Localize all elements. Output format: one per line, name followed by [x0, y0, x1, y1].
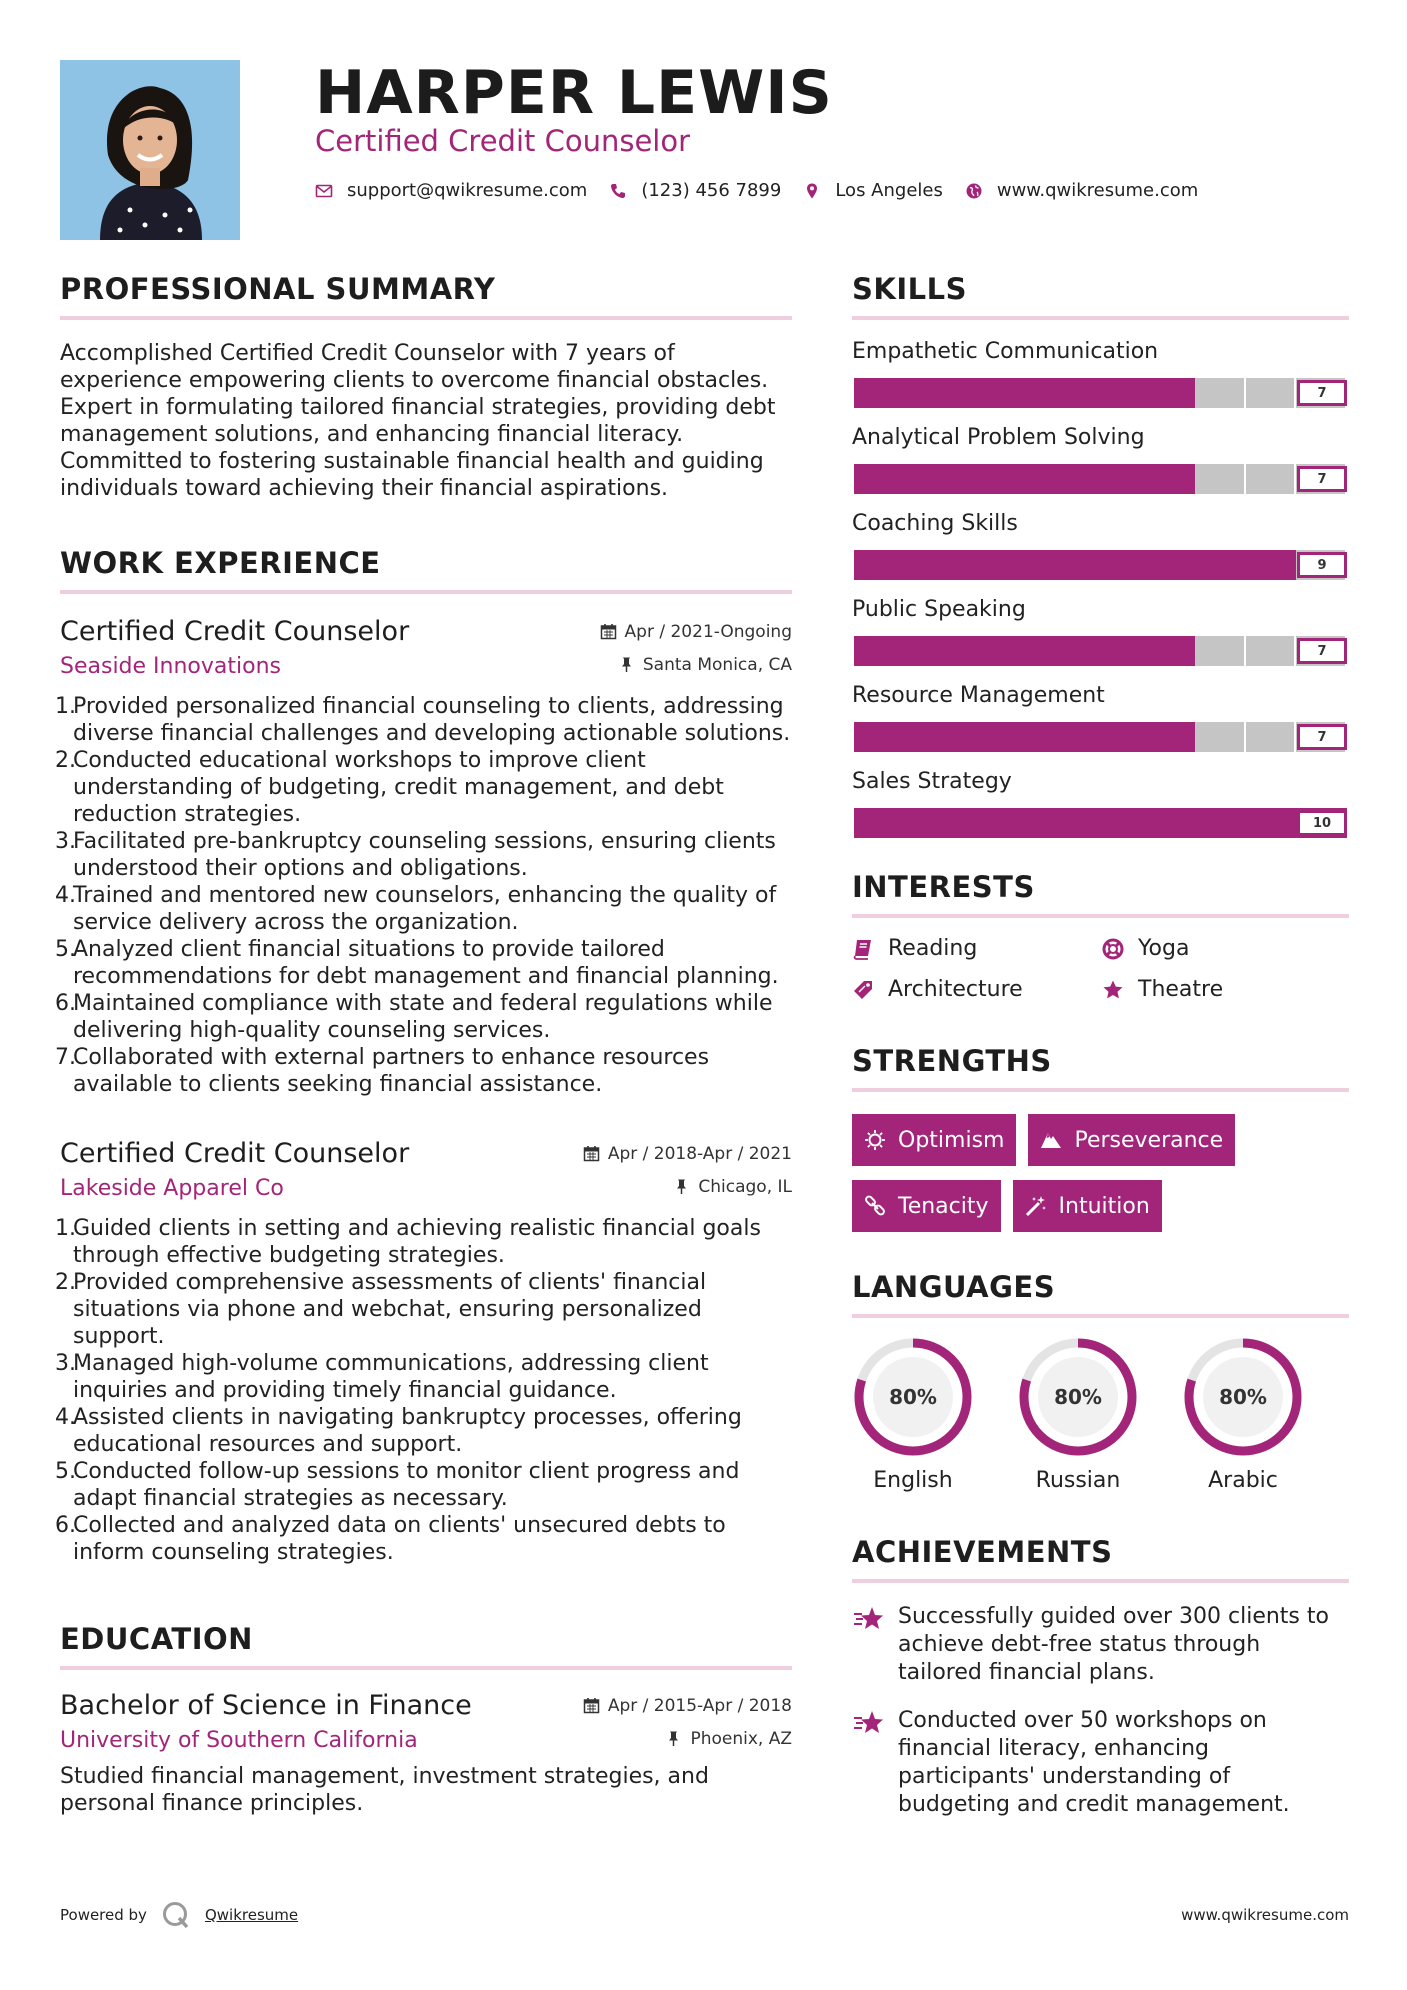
lifebuoy-icon [1102, 938, 1124, 960]
skill-bar-segment [1150, 808, 1199, 838]
achievements-list [852, 1603, 1349, 1819]
achievement-item [852, 1603, 1349, 1687]
job-dates-text: Apr / 2018-Apr / 2021 [607, 1143, 792, 1164]
interest-item [852, 977, 1102, 1002]
skill-level-badge: 7 [1297, 724, 1347, 750]
pushpin-icon [665, 1730, 682, 1747]
skill-level-bar [852, 720, 1349, 750]
skill-name: Sales Strategy [852, 769, 1012, 794]
skill-item [852, 336, 1349, 406]
footer-powered-by [60, 1900, 298, 1930]
company-name: Lakeside Apparel Co [60, 1176, 284, 1201]
list-item: 1. Provided personalized financial counseling to clients, addressing diverse financial challenges and developing actionable solutions. [55, 694, 791, 746]
education-dates [583, 1696, 792, 1716]
language-percent: 80% [1054, 1385, 1102, 1409]
skill-bar-segment [1146, 722, 1195, 752]
skill-bar-segment [952, 550, 1001, 580]
qwikresume-link[interactable]: Qwikresume [204, 1906, 299, 1924]
strength-chip [852, 1114, 1016, 1166]
summary-heading: PROFESSIONAL SUMMARY [60, 272, 792, 320]
skill-bar-segment [903, 464, 952, 494]
language-ring [852, 1336, 974, 1458]
star-badge-icon [852, 1709, 886, 1737]
skills-heading: SKILLS [852, 272, 1349, 320]
skill-bar-segment [854, 722, 903, 752]
skill-bar-segment [951, 378, 1000, 408]
skill-bar-segment [951, 722, 1000, 752]
strength-chip [1028, 1114, 1235, 1166]
skill-bar-segment [854, 464, 903, 494]
list-item: 3. Managed high-volume communications, addressing client inquiries and providing timely financial guidance. [55, 1351, 709, 1403]
skill-bar-segment [951, 464, 1000, 494]
skill-level-bar [852, 806, 1349, 836]
skill-bar-segment [953, 808, 1002, 838]
calendar-icon [600, 623, 617, 640]
skill-name: Empathetic Communication [852, 339, 1159, 364]
skill-bar-segment [903, 550, 952, 580]
skill-bar-segment [1146, 378, 1195, 408]
job-location [618, 655, 792, 675]
list-item: 4. Assisted clients in navigating bankruptcy processes, offering educational resources and support. [55, 1405, 742, 1457]
skill-bar-segment [1002, 808, 1051, 838]
list-item: 3. Facilitated pre-bankruptcy counseling sessions, ensuring clients understood their options and obligations. [55, 829, 776, 881]
achievement-text: Successfully guided over 300 clients to achieve debt-free status through tailored financial plans. [898, 1604, 1329, 1685]
strengths-heading: STRENGTHS [852, 1044, 1349, 1092]
skill-bar-segment [854, 378, 903, 408]
skill-bar-segment [1049, 722, 1098, 752]
list-item: 2. Conducted educational workshops to improve client understanding of budgeting, credit management, and debt reduction strategies. [55, 748, 724, 827]
mountain-icon [1040, 1129, 1062, 1151]
envelope-icon [315, 182, 333, 200]
list-item: 5. Analyzed client financial situations to provide tailored recommendations for debt management and financial planning. [55, 937, 779, 989]
job-dates [583, 1144, 792, 1164]
skill-bar-segment [1049, 464, 1098, 494]
magic-wand-icon [1025, 1195, 1047, 1217]
job-location [673, 1177, 792, 1197]
strength-label: Optimism [898, 1127, 1005, 1153]
language-name: Arabic [1208, 1468, 1278, 1493]
summary-text: Accomplished Certified Credit Counselor with 7 years of experience empowering clients to overcome financial obstacles. Expert in formulating tailored financial strategies, providing debt management solutions, and enhancing financial literacy. Committed to fostering sustainable financial health and guiding individuals toward achieving their financial aspirations. [60, 341, 776, 501]
skill-name: Public Speaking [852, 597, 1026, 622]
list-item: 5. Conducted follow-up sessions to monitor client progress and adapt financial strategies as necessary. [55, 1459, 740, 1511]
pushpin-icon [673, 1178, 690, 1195]
calendar-icon [583, 1697, 600, 1714]
qwikresume-logo-icon [161, 1900, 191, 1930]
skill-item [852, 766, 1349, 836]
skill-bar-segment [1199, 808, 1248, 838]
education-location [665, 1729, 792, 1749]
star-icon [1102, 979, 1124, 1001]
achievements-heading: ACHIEVEMENTS [852, 1535, 1349, 1583]
skill-level-badge: 9 [1297, 552, 1347, 578]
skill-bar-segment [1049, 378, 1098, 408]
list-item: 7. Collaborated with external partners to enhance resources available to clients seeking financial assistance. [55, 1045, 710, 1097]
contact-bar [315, 180, 1220, 201]
skill-bar-segment [1149, 550, 1198, 580]
skill-bar-segment [1247, 550, 1296, 580]
skill-bar-segment [1000, 378, 1049, 408]
languages-list [852, 1336, 1349, 1493]
skill-bar-segment [1050, 550, 1099, 580]
language-ring [1182, 1336, 1304, 1458]
candidate-name: HARPER LEWIS [315, 58, 833, 128]
contact-website[interactable]: www.qwikresume.com [996, 180, 1199, 201]
skill-bar-segment [903, 636, 952, 666]
skill-bar-segment [1198, 550, 1247, 580]
interest-item [1102, 936, 1322, 961]
list-item: 6. Maintained compliance with state and federal regulations while delivering high-quality counseling services. [55, 991, 773, 1043]
job-title: Certified Credit Counselor [60, 1138, 410, 1169]
language-item [1017, 1336, 1182, 1493]
achievement-text: Conducted over 50 workshops on financial literacy, enhancing participants' understanding of budgeting and credit management. [898, 1708, 1290, 1817]
link-icon [864, 1195, 886, 1217]
skill-bar-segment [1195, 378, 1244, 408]
language-item [1182, 1336, 1347, 1493]
job-bullets [55, 1215, 792, 1566]
job-dates-text: Apr / 2021-Ongoing [624, 621, 792, 642]
degree-title: Bachelor of Science in Finance [60, 1690, 472, 1721]
profile-photo [60, 60, 240, 240]
star-badge-icon [852, 1605, 886, 1633]
contact-phone[interactable]: (123) 456 7899 [641, 180, 782, 201]
sun-icon [864, 1129, 886, 1151]
languages-heading: LANGUAGES [852, 1270, 1349, 1318]
candidate-title: Certified Credit Counselor [315, 124, 691, 158]
skills-list [852, 336, 1349, 836]
language-name: English [873, 1468, 953, 1493]
skill-bar-segment [903, 378, 952, 408]
skill-item [852, 594, 1349, 664]
skill-bar-segment [1146, 464, 1195, 494]
skill-bar-segment [903, 808, 952, 838]
skill-bar-segment [1195, 636, 1244, 666]
achievement-item [852, 1707, 1349, 1819]
strength-label: Intuition [1058, 1193, 1150, 1219]
education-dates-text: Apr / 2015-Apr / 2018 [607, 1695, 792, 1716]
skill-level-badge: 7 [1297, 638, 1347, 664]
list-item: 1. Guided clients in setting and achieving realistic financial goals through effective budgeting strategies. [55, 1216, 761, 1268]
education-heading: EDUCATION [60, 1622, 792, 1670]
language-name: Russian [1035, 1468, 1121, 1493]
skill-bar-segment [1001, 550, 1050, 580]
skill-item [852, 508, 1349, 578]
language-percent: 80% [1219, 1385, 1267, 1409]
tag-icon [852, 979, 874, 1001]
book-icon [852, 938, 874, 960]
job-location-text: Chicago, IL [698, 1176, 792, 1197]
phone-icon [609, 182, 627, 200]
language-percent: 80% [889, 1385, 937, 1409]
map-pin-icon [803, 182, 821, 200]
interest-label: Reading [888, 936, 978, 961]
strength-label: Tenacity [898, 1193, 989, 1219]
skill-bar-segment [1000, 464, 1049, 494]
interest-label: Architecture [888, 977, 1023, 1002]
skill-level-bar [852, 548, 1349, 578]
skill-bar-segment [854, 550, 903, 580]
list-item: 6. Collected and analyzed data on clients' unsecured debts to inform counseling strategies. [55, 1513, 726, 1565]
powered-by-label: Powered by [60, 1906, 147, 1924]
interest-item [852, 936, 1102, 961]
education-entry [60, 1690, 792, 1817]
skill-bar-segment [854, 808, 903, 838]
skill-bar-segment [1195, 464, 1244, 494]
experience-heading: WORK EXPERIENCE [60, 546, 792, 594]
skill-bar-segment [1000, 722, 1049, 752]
job-bullets [55, 693, 792, 1098]
contact-email[interactable]: support@qwikresume.com [347, 180, 588, 201]
skill-level-bar [852, 462, 1349, 492]
interests-list [852, 936, 1349, 1002]
skill-item [852, 422, 1349, 492]
skill-bar-segment [1098, 464, 1147, 494]
skill-bar-segment [1246, 722, 1295, 752]
job-dates [600, 622, 792, 642]
job-title: Certified Credit Counselor [60, 616, 410, 647]
strength-label: Perseverance [1074, 1127, 1224, 1153]
skill-bar-segment [1248, 808, 1297, 838]
list-item: 2. Provided comprehensive assessments of clients' financial situations via phone and webchat, ensuring personalized support. [55, 1270, 707, 1349]
contact-location: Los Angeles [835, 180, 943, 201]
skill-level-bar [852, 376, 1349, 406]
interest-label: Yoga [1138, 936, 1190, 961]
skill-item [852, 680, 1349, 750]
skill-bar-segment [1099, 550, 1148, 580]
skill-bar-segment [1100, 808, 1149, 838]
footer-website[interactable]: www.qwikresume.com [1181, 1906, 1349, 1924]
right-column [852, 272, 1349, 1819]
language-ring [1017, 1336, 1139, 1458]
job-location-text: Santa Monica, CA [642, 654, 792, 675]
skill-bar-segment [1098, 378, 1147, 408]
skill-level-badge: 7 [1297, 466, 1347, 492]
job-entry [55, 616, 792, 1098]
education-location-text: Phoenix, AZ [690, 1728, 792, 1749]
skill-bar-segment [1098, 722, 1147, 752]
strengths-list [852, 1114, 1302, 1232]
skill-name: Coaching Skills [852, 511, 1018, 536]
skill-level-badge: 7 [1297, 380, 1347, 406]
skill-name: Resource Management [852, 683, 1105, 708]
language-item [852, 1336, 1017, 1493]
school-name: University of Southern California [60, 1728, 418, 1753]
skill-bar-segment [854, 636, 903, 666]
list-item: 4. Trained and mentored new counselors, enhancing the quality of service delivery across the organization. [55, 883, 777, 935]
pushpin-icon [618, 656, 635, 673]
skill-bar-segment [1246, 378, 1295, 408]
skill-bar-segment [1146, 636, 1195, 666]
strength-chip [852, 1180, 1001, 1232]
skill-bar-segment [951, 636, 1000, 666]
left-column [55, 272, 792, 1817]
interest-label: Theatre [1138, 977, 1224, 1002]
skill-bar-segment [903, 722, 952, 752]
skill-bar-segment [1246, 636, 1295, 666]
skill-name: Analytical Problem Solving [852, 425, 1145, 450]
company-name: Seaside Innovations [60, 654, 281, 679]
skill-level-bar [852, 634, 1349, 664]
strength-chip [1013, 1180, 1162, 1232]
skill-bar-segment [1246, 464, 1295, 494]
calendar-icon [583, 1145, 600, 1162]
skill-bar-segment [1049, 636, 1098, 666]
skill-bar-segment [1195, 722, 1244, 752]
globe-icon [965, 182, 983, 200]
interests-heading: INTERESTS [852, 870, 1349, 918]
skill-bar-segment [1051, 808, 1100, 838]
education-description: Studied financial management, investment strategies, and personal finance principles. [60, 1764, 709, 1816]
skill-bar-segment [1000, 636, 1049, 666]
skill-level-badge: 10 [1297, 810, 1347, 836]
interest-item [1102, 977, 1322, 1002]
skill-bar-segment [1098, 636, 1147, 666]
job-entry [55, 1138, 792, 1566]
